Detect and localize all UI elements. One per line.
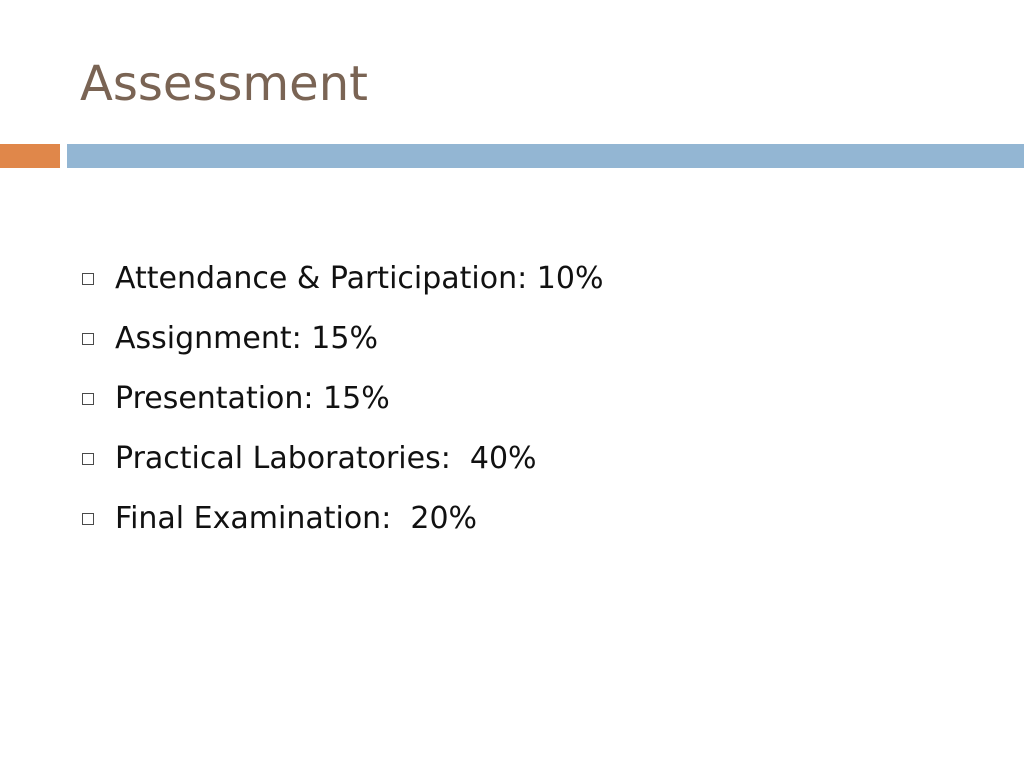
- bullet-text: Presentation: 15%: [115, 380, 390, 416]
- hollow-square-bullet-icon: [82, 273, 94, 285]
- list-item: [82, 488, 603, 548]
- list-item: [82, 428, 603, 488]
- bullet-text: Assignment: 15%: [115, 320, 378, 356]
- list-item: [82, 248, 603, 308]
- bullet-list: [82, 248, 603, 548]
- bullet-text: Final Examination: 20%: [115, 500, 478, 536]
- list-item: [82, 308, 603, 368]
- bullet-text: Practical Laboratories: 40%: [115, 440, 537, 476]
- hollow-square-bullet-icon: [82, 513, 94, 525]
- hollow-square-bullet-icon: [82, 333, 94, 345]
- bullet-text: Attendance & Participation: 10%: [115, 260, 604, 296]
- hollow-square-bullet-icon: [82, 453, 94, 465]
- title-accent-bar: [0, 144, 60, 168]
- slide-title: Assessment: [80, 56, 368, 112]
- list-item: [82, 368, 603, 428]
- hollow-square-bullet-icon: [82, 393, 94, 405]
- title-divider-bar: [67, 144, 1024, 168]
